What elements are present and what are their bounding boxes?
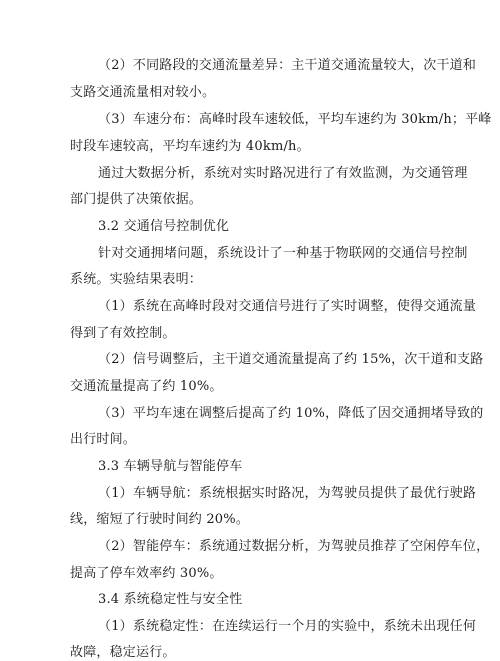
text-line: （2）信号调整后，主干道交通流量提高了约 15%，次干道和支路	[98, 352, 484, 367]
text-line: 部门提供了决策依据。	[70, 192, 203, 207]
text-line: 通过大数据分析，系统对实时路况进行了有效监测，为交通管理	[98, 166, 468, 181]
text-line: 交通流量提高了约 10%。	[70, 379, 223, 394]
text-line: 时段车速较高，平均车速约为 40km/h。	[70, 139, 310, 154]
text-line: （2）不同路段的交通流量差异：主干道交通流量较大，次干道和	[98, 58, 477, 73]
text-line: 线，缩短了行驶时间约 20%。	[70, 512, 250, 527]
text-line: （3）平均车速在调整后提高了约 10%，降低了因交通拥堵导致的	[98, 406, 484, 421]
text-line: 故障，稳定运行。	[70, 645, 176, 660]
section-heading: 3.2 交通信号控制优化	[98, 219, 230, 234]
text-line: （1）车辆导航：系统根据实时路况，为驾驶员提供了最优行驶路	[98, 486, 477, 501]
section-heading: 3.3 车辆导航与智能停车	[98, 459, 243, 474]
text-line: 提高了停车效率约 30%。	[70, 566, 223, 581]
section-heading: 3.4 系统稳定性与安全性	[98, 592, 243, 607]
text-line: （2）智能停车：系统通过数据分析，为驾驶员推荐了空闲停车位，	[98, 539, 490, 554]
text-line: 出行时间。	[70, 432, 137, 447]
text-line: 得到了有效控制。	[70, 326, 176, 341]
text-line: （1）系统稳定性：在连续运行一个月的实验中，系统未出现任何	[98, 619, 477, 634]
text-line: 支路交通流量相对较小。	[70, 85, 216, 100]
text-line: 系统。实验结果表明：	[70, 272, 203, 287]
text-line: （1）系统在高峰时段对交通信号进行了实时调整，使得交通流量	[98, 299, 477, 314]
text-line: （3）车速分布：高峰时段车速较低，平均车速约为 30km/h；平峰	[98, 112, 492, 127]
text-line: 针对交通拥堵问题，系统设计了一种基于物联网的交通信号控制	[98, 246, 468, 261]
